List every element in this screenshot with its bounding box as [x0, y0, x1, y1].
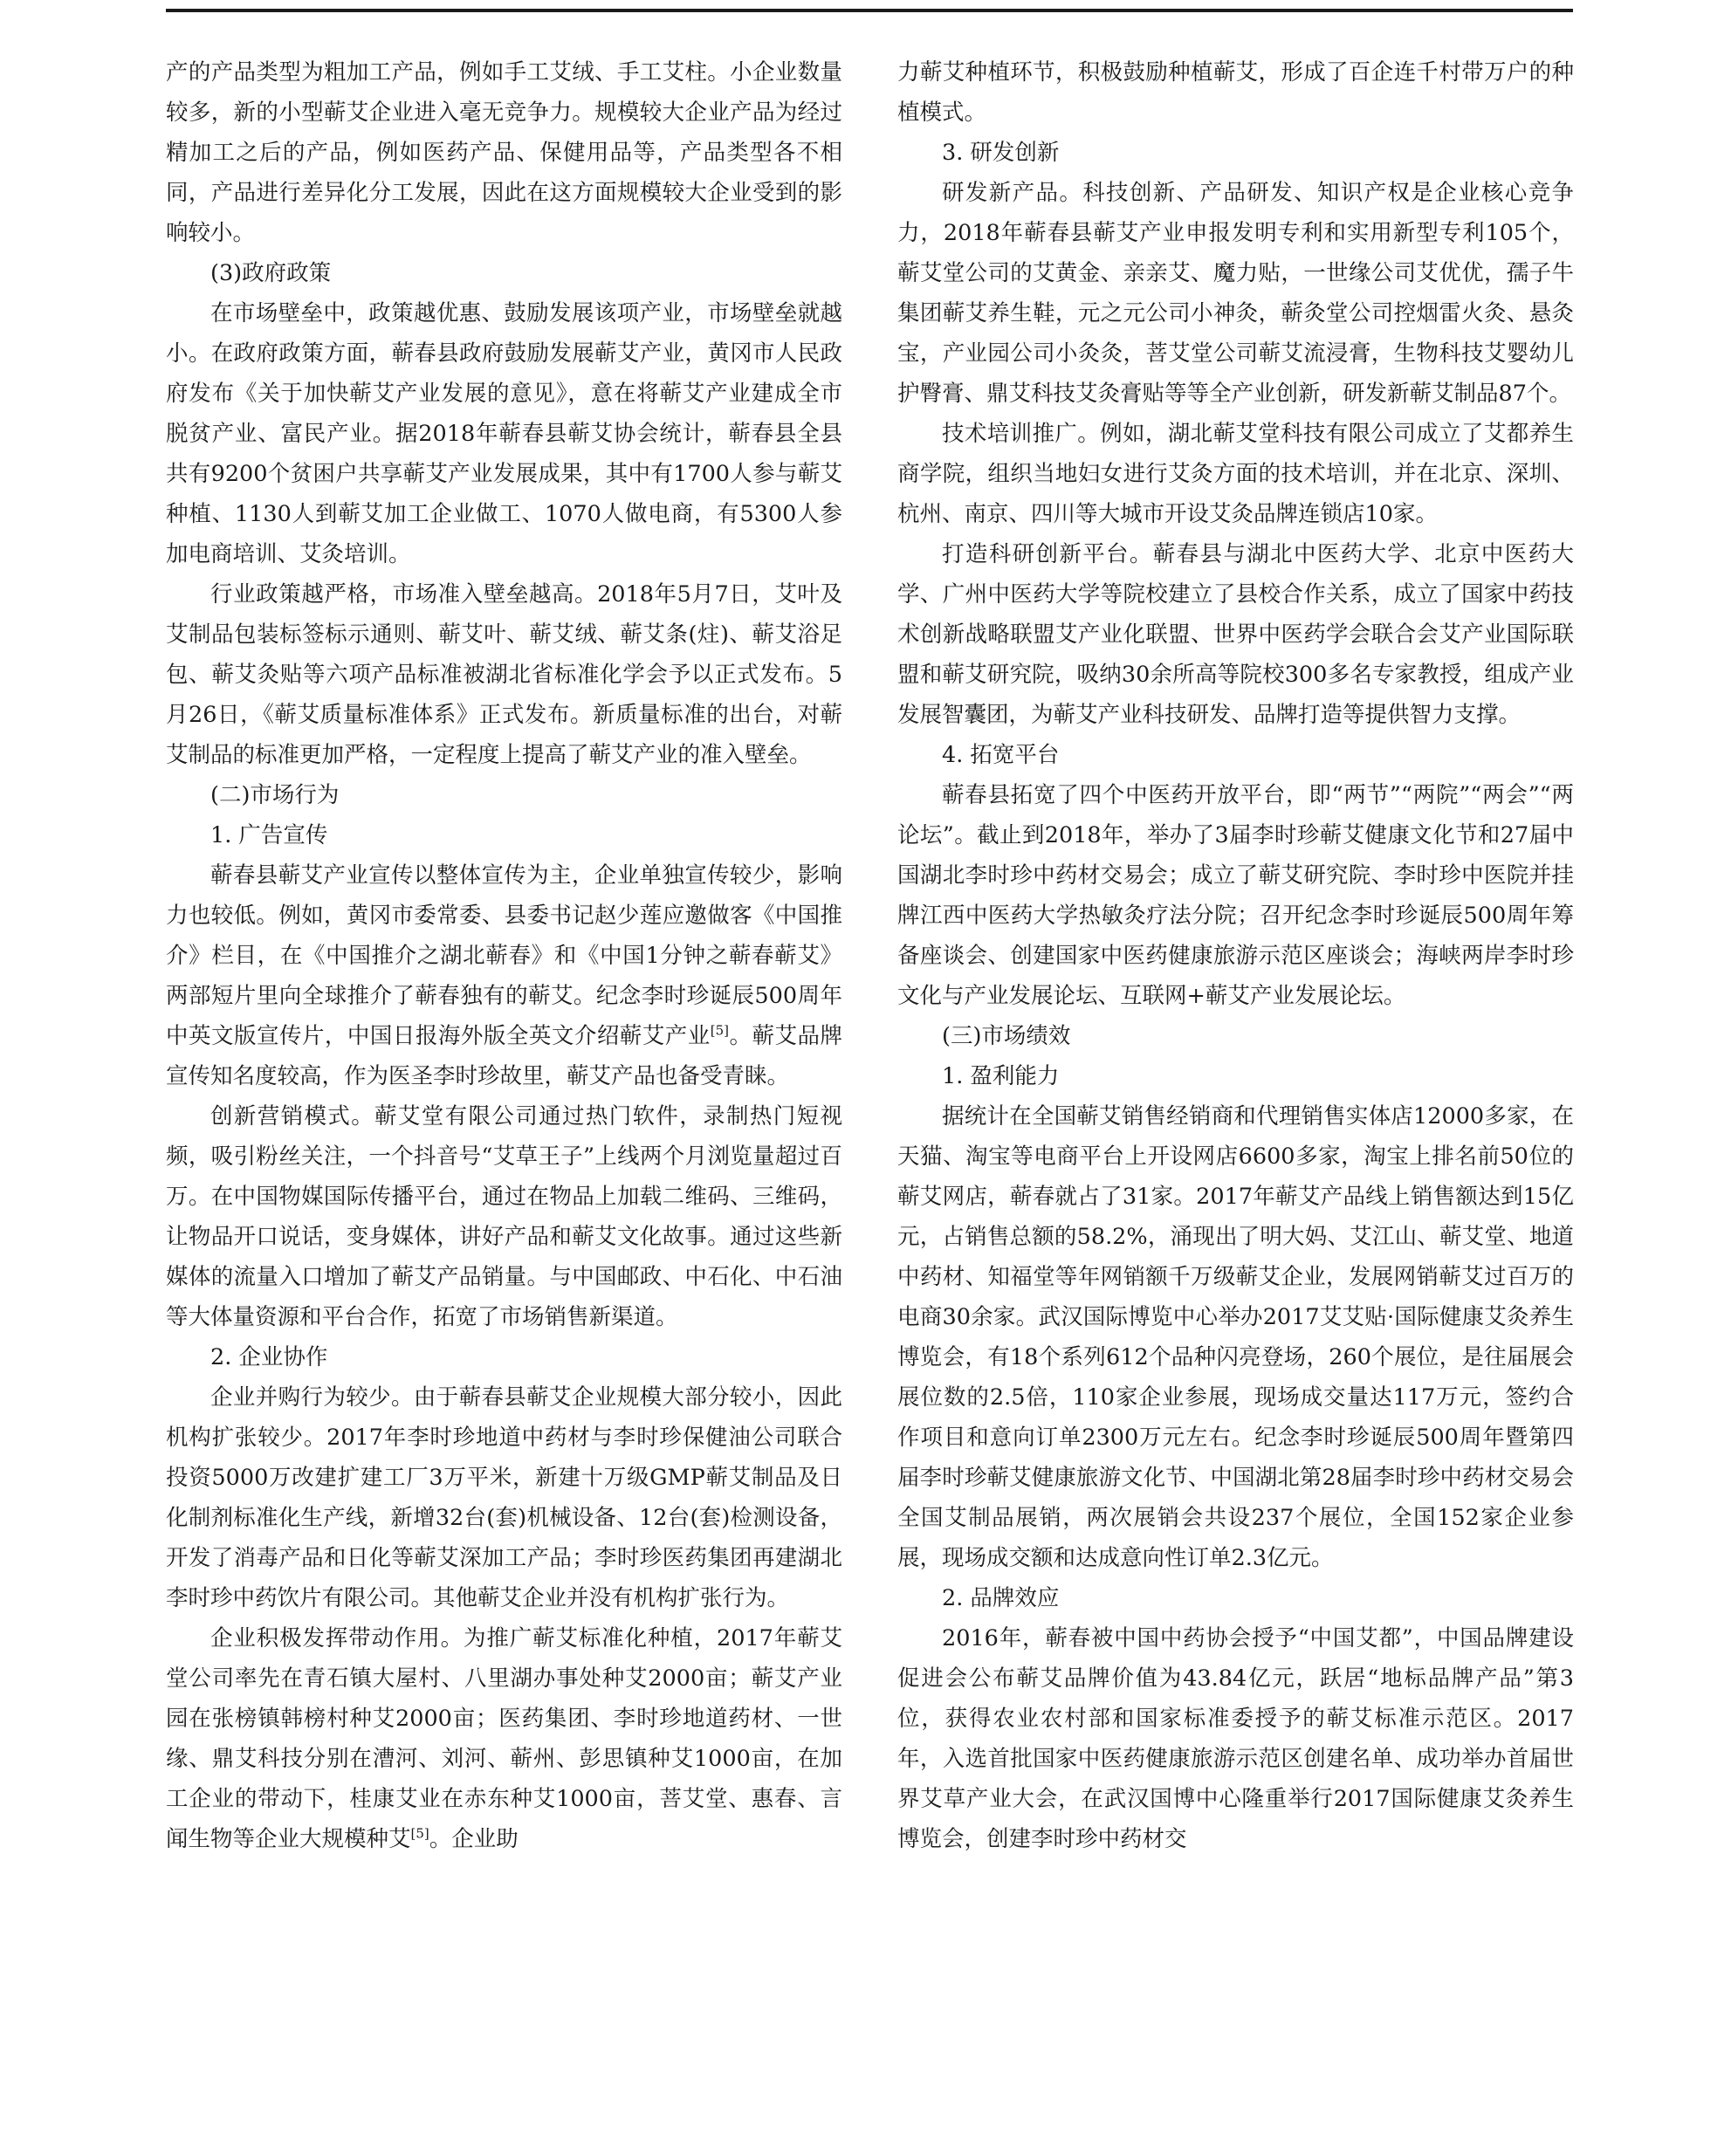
subsection-heading-brand: 2. 品牌效应 — [942, 1585, 1060, 1611]
paragraph: 研发新产品。科技创新、产品研发、知识产权是企业核心竞争力，2018年蕲春县蕲艾产业申报发明专利和实用新型专利105个，蕲艾堂公司的艾黄金、亲亲艾、魔力贴，一世缘公司艾优优，孺子牛集团蕲艾养生鞋，元之元公司小神灸，蕲灸堂公司控烟雷火灸、悬灸宝，产业园公司小灸灸，菩艾堂公司蕲艾流浸膏，生物科技艾婴幼儿护臀膏、鼎艾科技艾灸膏贴等等全产业创新，研发新蕲艾制品87个。 — [897, 180, 1574, 407]
subsection-heading-rnd: 3. 研发创新 — [942, 140, 1060, 166]
section-heading-performance: (三)市场绩效 — [942, 1023, 1071, 1049]
paragraph-text: 。企业助 — [429, 1826, 519, 1852]
section-heading-policy: (3)政府政策 — [210, 260, 332, 286]
paragraph: 打造科研创新平台。蕲春县与湖北中医药大学、北京中医药大学、广州中医药大学等院校建立了县校合作关系，成立了国家中药技术创新战略联盟艾产业化联盟、世界中医药学会联合会艾产业国际联盟和蕲艾研究院，吸纳30余所高等院校300多名专家教授，组成产业发展智囊团，为蕲艾产业科技研发、品牌打造等提供智力支撑。 — [897, 541, 1574, 728]
paragraph — [166, 1618, 842, 1859]
paragraph: 产的产品类型为粗加工产品，例如手工艾绒、手工艾柱。小企业数量较多，新的小型蕲艾企业进入毫无竞争力。规模较大企业产品为经过精加工之后的产品，例如医药产品、保健用品等，产品类型各不相同，产品进行差异化分工发展，因此在这方面规模较大企业受到的影响较小。 — [166, 59, 842, 246]
subsection-heading-profit: 1. 盈利能力 — [942, 1063, 1060, 1089]
paragraph: 行业政策越严格，市场准入壁垒越高。2018年5月7日，艾叶及艾制品包装标签标示通则、蕲艾叶、蕲艾绒、蕲艾条(炷)、蕲艾浴足包、蕲艾灸贴等六项产品标准被湖北省标准化学会予以正式发布。5月26日，《蕲艾质量标准体系》正式发布。新质量标准的出台，对蕲艾制品的标准更加严格，一定程度上提高了蕲艾产业的准入壁垒。 — [166, 581, 842, 768]
paragraph: 企业并购行为较少。由于蕲春县蕲艾企业规模大部分较小，因此机构扩张较少。2017年李时珍地道中药材与李时珍保健油公司联合投资5000万改建扩建工厂3万平米，新建十万级GMP蕲艾制品及日化制剂标准化生产线，新增32台(套)机械设备、12台(套)检测设备，开发了消毒产品和日化等蕲艾深加工产品；李时珍医药集团再建湖北李时珍中药饮片有限公司。其他蕲艾企业并没有机构扩张行为。 — [166, 1384, 842, 1611]
paragraph-text: 企业积极发挥带动作用。为推广蕲艾标准化种植，2017年蕲艾堂公司率先在青石镇大屋村、八里湖办事处种艾2000亩；蕲艾产业园在张榜镇韩榜村种艾2000亩；医药集团、李时珍地道药材、一世缘、鼎艾科技分别在漕河、刘河、蕲州、彭思镇种艾1000亩，在加工企业的带动下，桂康艾业在赤东种艾1000亩，菩艾堂、惠春、言闻生物等企业大规模种艾 — [166, 1625, 842, 1852]
paragraph-text: 。蕲艾品牌宣传知名度较高，作为医圣李时珍故里，蕲艾产品也备受青睐。 — [166, 1023, 842, 1089]
header-rule — [166, 9, 1573, 12]
paragraph: 据统计在全国蕲艾销售经销商和代理销售实体店12000多家，在天猫、淘宝等电商平台上开设网店6600多家，淘宝上排名前50位的蕲艾网店，蕲春就占了31家。2017年蕲艾产品线上销售额达到15亿元，占销售总额的58.2%，涌现出了明大妈、艾江山、蕲艾堂、地道中药材、知福堂等年网销额千万级蕲艾企业，发展网销蕲艾过百万的电商30余家。武汉国际博览中心举办2017艾艾贴·国际健康艾灸养生博览会，有18个系列612个品种闪亮登场，260个展位，是往届展会展位数的2.5倍，110家企业参展，现场成交量达117万元，签约合作项目和意向订单2300万元左右。纪念李时珍诞辰500周年暨第四届李时珍蕲艾健康旅游文化节、中国湖北第28届李时珍中药材交易会全国艾制品展销，两次展销会共设237个展位，全国152家企业参展，现场成交额和达成意向性订单2.3亿元。 — [897, 1103, 1574, 1571]
paragraph — [166, 855, 842, 1096]
section-heading-market-behavior: (二)市场行为 — [210, 782, 340, 808]
paragraph: 创新营销模式。蕲艾堂有限公司通过热门软件，录制热门短视频，吸引粉丝关注，一个抖音号“艾草王子”上线两个月浏览量超过百万。在中国物媒国际传播平台，通过在物品上加载二维码、三维码，让物品开口说话，变身媒体，讲好产品和蕲艾文化故事。通过这些新媒体的流量入口增加了蕲艾产品销量。与中国邮政、中石化、中石油等大体量资源和平台合作，拓宽了市场销售新渠道。 — [166, 1103, 842, 1330]
paragraph: 蕲春县拓宽了四个中医药开放平台，即“两节”“两院”“两会”“两论坛”。截止到2018年，举办了3届李时珍蕲艾健康文化节和27届中国湖北李时珍中药材交易会；成立了蕲艾研究院、李时珍中医院并挂牌江西中医药大学热敏灸疗法分院；召开纪念李时珍诞辰500周年筹备座谈会、创建国家中医药健康旅游示范区座谈会；海峡两岸李时珍文化与产业发展论坛、互联网+蕲艾产业发展论坛。 — [897, 782, 1574, 1009]
citation: [5] — [410, 1825, 429, 1842]
paragraph: 技术培训推广。例如，湖北蕲艾堂科技有限公司成立了艾都养生商学院，组织当地妇女进行艾灸方面的技术培训，并在北京、深圳、杭州、南京、四川等大城市开设艾灸品牌连锁店10家。 — [897, 421, 1574, 527]
subsection-heading-coop: 2. 企业协作 — [210, 1344, 328, 1370]
paragraph: 2016年，蕲春被中国中药协会授予“中国艾都”，中国品牌建设促进会公布蕲艾品牌价值为43.84亿元，跃居“地标品牌产品”第3位，获得农业农村部和国家标准委授予的蕲艾标准示范区。2017年，入选首批国家中医药健康旅游示范区创建名单、成功举办首届世界艾草产业大会，在武汉国博中心隆重举行2017国际健康艾灸养生博览会，创建李时珍中药材交 — [897, 1625, 1574, 1852]
subsection-heading-platform: 4. 拓宽平台 — [942, 742, 1060, 768]
paragraph-text: 蕲春县蕲艾产业宣传以整体宣传为主，企业单独宣传较少，影响力也较低。例如，黄冈市委常委、县委书记赵少莲应邀做客《中国推介》栏目，在《中国推介之湖北蕲春》和《中国1分钟之蕲春蕲艾》两部短片里向全球推介了蕲春独有的蕲艾。纪念李时珍诞辰500周年中英文版宣传片，中国日报海外版全英文介绍蕲艾产业 — [166, 862, 842, 1049]
paragraph: 力蕲艾种植环节，积极鼓励种植蕲艾，形成了百企连千村带万户的种植模式。 — [897, 59, 1574, 126]
subsection-heading-ads: 1. 广告宣传 — [210, 822, 328, 848]
right-column — [897, 52, 1574, 1859]
paragraph: 在市场壁垒中，政策越优惠、鼓励发展该项产业，市场壁垒就越小。在政府政策方面，蕲春县政府鼓励发展蕲艾产业，黄冈市人民政府发布《关于加快蕲艾产业发展的意见》，意在将蕲艾产业建成全市脱贫产业、富民产业。据2018年蕲春县蕲艾协会统计，蕲春县全县共有9200个贫困户共享蕲艾产业发展成果，其中有1700人参与蕲艾种植、1130人到蕲艾加工企业做工、1070人做电商，有5300人参加电商培训、艾灸培训。 — [166, 300, 842, 567]
citation: [5] — [710, 1022, 730, 1039]
left-column — [166, 52, 842, 1859]
